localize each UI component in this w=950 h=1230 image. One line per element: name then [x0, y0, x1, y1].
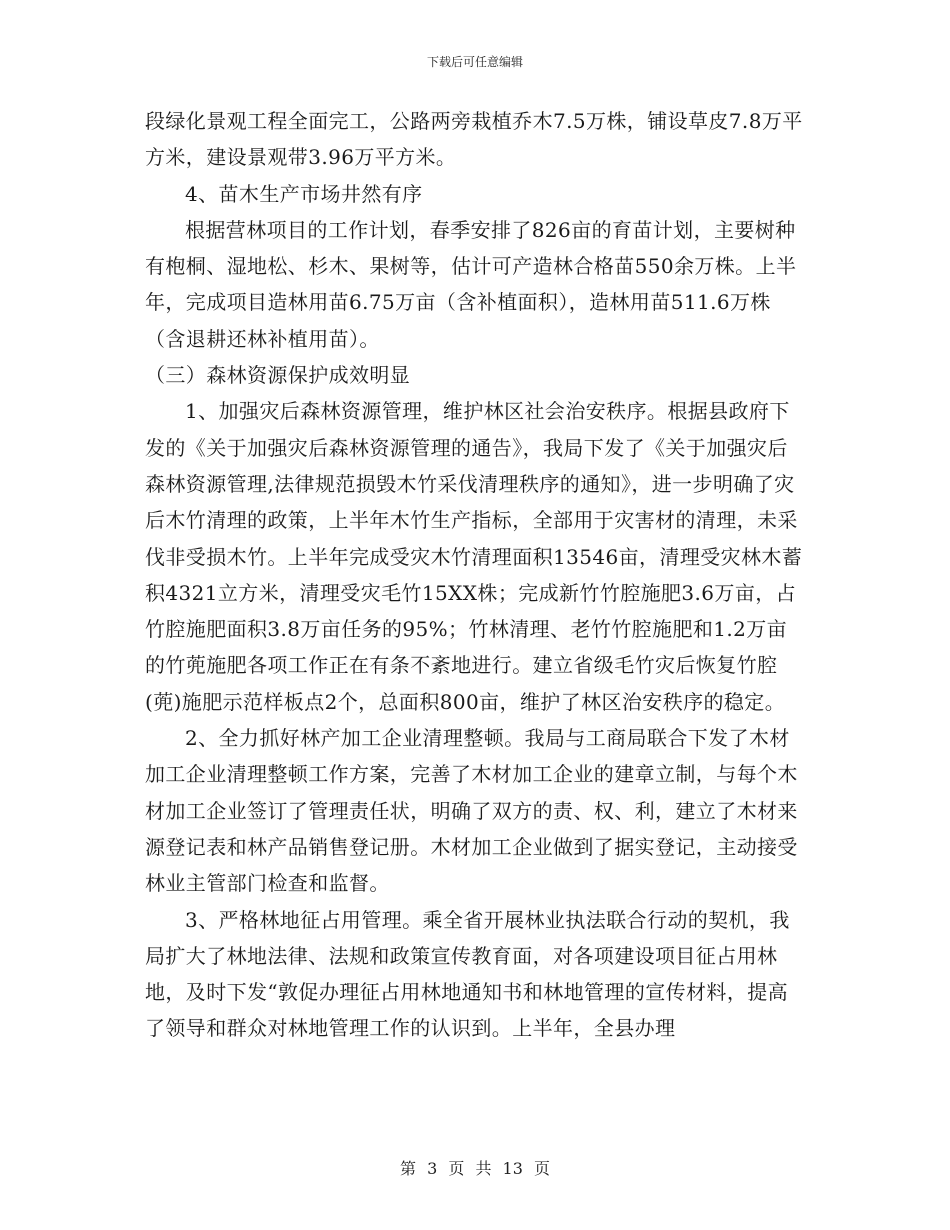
document-body	[145, 103, 805, 1047]
paragraph-forest-land: 3、严格林地征占用管理。乘全省开展林业执法联合行动的契机，我局扩大了林地法律、法规和政策宣传教育面，对各项建设项目征占用林地，及时下发“敦促办理征占用林地通知书和林地管理的宣传材料，提高了领导和群众对林地管理工作的认识到。上半年，全县办理	[145, 907, 790, 1041]
paragraph-timber-enterprises: 2、全力抓好林产加工企业清理整顿。我局与工商局联合下发了木材加工企业清理整顿工作方案，完善了木材加工企业的建章立制，与每个木材加工企业签订了管理责任状，明确了双方的责、权、利，建立了木材来源登记表和林产品销售登记册。木材加工企业做到了据实登记，主动接受林业主管部门检查和监督。	[145, 726, 798, 896]
page-footer: 第 3 页 共 13 页	[400, 1159, 550, 1178]
page-header: 下载后可任意编辑	[426, 55, 523, 69]
paragraph-forest-management: 1、加强灾后森林资源管理，维护林区社会治安秩序。根据县政府下发的《关于加强灾后森林资源管理的通告》，我局下发了《关于加强灾后森林资源管理,法律规范损毁木竹采伐清理秩序的通知》，进一步明确了灾后木竹清理的政策，上半年木竹生产指标，全部用于灾害材的清理，未采伐非受损木竹。上半年完成受灾木竹清理面积13546亩，清理受灾林木蓄积4321立方米，清理受灾毛竹15XX株；完成新竹竹腔施肥3.6万亩，占竹腔施肥面积3.8万亩任务的95%；竹林清理、老竹竹腔施肥和1.2万亩的竹蔸施肥各项工作正在有条不紊地进行。建立省级毛竹灾后恢复竹腔(蔸)施肥示范样板点2个，总面积800亩，维护了林区治安秩序的稳定。	[145, 399, 803, 714]
heading-section-three: （三）森林资源保护成效明显	[145, 363, 411, 388]
paragraph-seedling-plan: 根据营林项目的工作计划，春季安排了826亩的育苗计划，主要树种有枹桐、湿地松、杉木、果树等，估计可产造林合格苗550余万株。上半年，完成项目造林用苗6.75万亩（含补植面积），造林用苗511.6万株（含退耕还林补植用苗）。	[145, 217, 797, 351]
paragraph-landscaping: 段绿化景观工程全面完工，公路两旁栽植乔木7.5万株，铺设草皮7.8万平方米，建设景观带3.96万平方米。	[145, 109, 803, 170]
heading-seedling-market: 4、苗木生产市场井然有序	[185, 181, 423, 206]
